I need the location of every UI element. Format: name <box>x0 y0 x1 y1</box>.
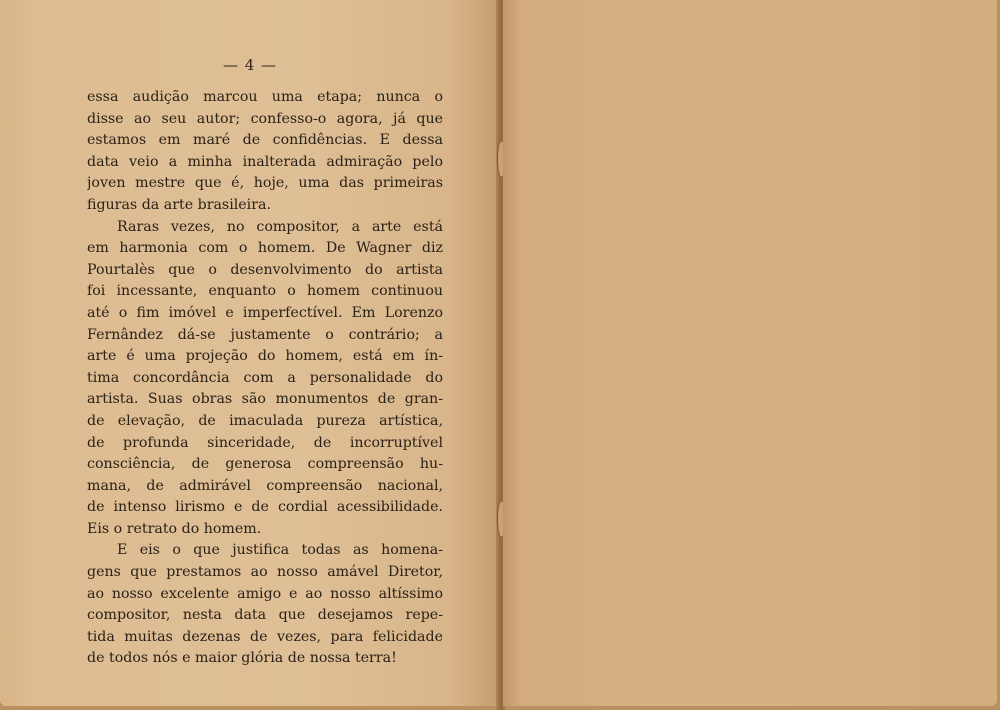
text-line: de elevação, de imaculada pureza artística, <box>87 412 443 429</box>
text-line: Raras vezes, no compositor, a arte está <box>117 218 443 235</box>
page-number: — 4 — <box>222 56 278 74</box>
text-line: tida muitas dezenas de vezes, para felicidade <box>87 628 443 645</box>
text-line: ao nosso excelente amigo e ao nosso altíssimo <box>87 585 443 602</box>
text-line: Pourtalès que o desenvolvimento do artista <box>87 261 443 278</box>
text-line: consciência, de generosa compreensão hu- <box>87 456 443 473</box>
text-line: estamos em maré de confidências. E dessa <box>87 132 443 149</box>
text-line: figuras da arte brasileira. <box>87 196 271 213</box>
text-line: mana, de admirável compreensão nacional, <box>87 477 443 494</box>
text-line: de todos nós e maior glória de nossa terra! <box>87 650 397 667</box>
text-line: de profunda sinceridade, de incorruptível <box>87 434 443 451</box>
text-line: de intenso lirismo e de cordial acessibilidade. <box>87 499 443 516</box>
text-line: foi incessante, enquanto o homem continuou <box>87 283 443 300</box>
left-page <box>0 0 500 706</box>
text-line: até o fim imóvel e imperfectível. Em Lorenzo <box>87 304 443 321</box>
text-line: gens que prestamos ao nosso amável Diretor, <box>87 564 443 581</box>
text-line: data veio a minha inalterada admiração pelo <box>87 153 443 170</box>
text-line: E eis o que justifica todas as homena- <box>117 542 443 559</box>
text-line: joven mestre que é, hoje, uma das primeiras <box>87 175 443 192</box>
text-line: tima concordância com a personalidade do <box>87 369 443 386</box>
right-page <box>503 0 997 706</box>
text-line: em harmonia com o homem. De Wagner diz <box>87 240 443 257</box>
body-text <box>87 87 443 670</box>
text-line: disse ao seu autor; confesso-o agora, já que <box>87 110 443 127</box>
text-line: Fernândez dá-se justamente o contrário; a <box>87 326 443 343</box>
text-line: Eis o retrato do homem. <box>87 520 262 537</box>
text-line: compositor, nesta data que desejamos repe- <box>87 607 443 624</box>
text-line: arte é uma projeção do homem, está em ín- <box>87 348 443 365</box>
text-line: artista. Suas obras são monumentos de gran- <box>87 391 443 408</box>
text-line: essa audição marcou uma etapa; nunca o <box>87 89 443 105</box>
